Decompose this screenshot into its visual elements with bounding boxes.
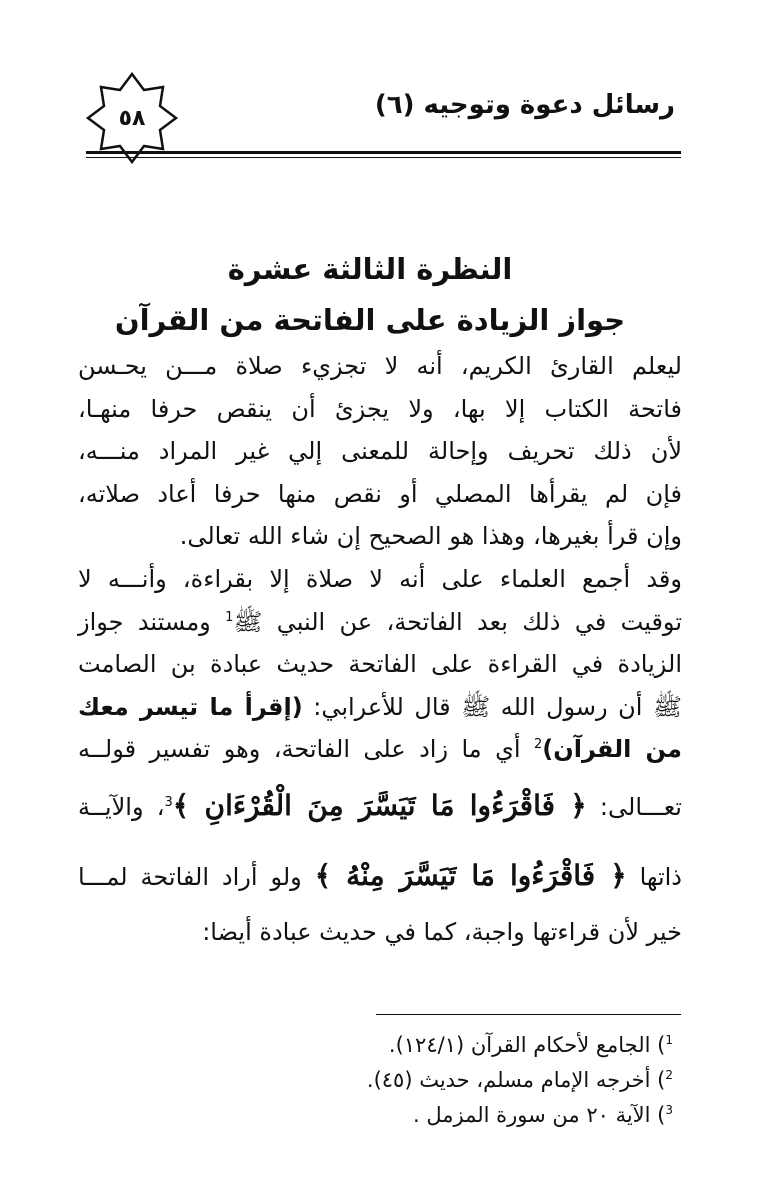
text-span: تعـــالى: (586, 792, 682, 821)
footnote-ref: 3 (164, 794, 173, 810)
section-heading: النظرة الثالثة عشرة (227, 252, 513, 286)
footnote-number: 1 (665, 1033, 673, 1047)
header-rule-thin (86, 157, 681, 158)
text-span: توقيت في ذلك بعد الفاتحة، عن النبي ﷺ (233, 607, 683, 636)
hadith-quote: من القرآن) (542, 735, 683, 764)
text-span: ذاتها (626, 862, 682, 891)
page-number: ٥٨ (118, 105, 146, 131)
footnotes (253, 1028, 673, 1133)
footnote-text: الجامع لأحكام القرآن (١٢٤/١). (388, 1033, 651, 1057)
text-line: الزيادة في القراءة على الفاتحة حديث عبادة بن الصامت (78, 650, 682, 679)
footnote-ref: 2 (533, 737, 543, 753)
header-rule-thick (86, 151, 681, 154)
footnote-separator (376, 1014, 681, 1015)
text-line: فإن لم يقرأها المصلي أو نقص منها حرفا أعاد صلاته، (78, 479, 682, 508)
footnote-text: أخرجه الإمام مسلم، حديث (٤٥). (366, 1068, 651, 1092)
hadith-quote: (إقرأ ما تيسر معك (78, 692, 303, 721)
footnote-text: الآية ٢٠ من سورة المزمل . (413, 1103, 651, 1127)
footnote-ref: 1 (225, 609, 234, 625)
quran-verse: ﴿ فَاقْرَءُوا مَا تَيَسَّرَ مِنَ الْقُرْءَانِ ﴾ (172, 788, 587, 822)
text-span: أي ما زاد على الفاتحة، وهو تفسير قولــه (78, 735, 534, 764)
body-text (78, 345, 682, 954)
footnote: $^2$) أخرجه الإمام مسلم، حديث (٤٥). (366, 1068, 673, 1092)
verse-line (78, 841, 682, 911)
text-line (78, 728, 682, 771)
text-span: ومستند جواز (78, 607, 226, 636)
footnote: $^1$) الجامع لأحكام القرآن (١٢٤/١). (388, 1033, 673, 1057)
text-line: خير لأن قراءتها واجبة، كما في حديث عبادة أيضا: (202, 917, 682, 946)
text-line: ليعلم القارئ الكريم، أنه لا تجزيء صلاة مـــن يحـسن (78, 352, 682, 380)
text-line: فاتحة الكتاب إلا بها، ولا يجزئ أن ينقص حرفا منهـا، (78, 394, 682, 423)
section-subheading: جواز الزيادة على الفاتحة من القرآن (114, 303, 626, 337)
text-line: وقد أجمع العلماء على أنه لا صلاة إلا بقراءة، وأنـــه لا (78, 564, 682, 593)
text-line: وإن قرأ بغيرها، وهذا هو الصحيح إن شاء الله تعالى. (179, 522, 682, 551)
text-span: ، والآيــة (78, 792, 165, 821)
running-header-title: رسائل دعوة وتوجيه (٦) (374, 90, 675, 120)
text-line: لأن ذلك تحريف وإحالة للمعنى إلي غير المراد منـــه، (78, 437, 682, 466)
text-span: ولو أراد الفاتحة لمـــا (78, 862, 315, 891)
footnote-number: 3 (665, 1103, 673, 1117)
verse-line (78, 771, 682, 841)
text-span: ﷺ أن رسول الله ﷺ قال للأعرابي: (302, 692, 682, 721)
quran-verse: ﴿ فَاقْرَءُوا مَا تَيَسَّرَ مِنْهُ ﴾ (314, 858, 627, 892)
footnote-number: 2 (665, 1068, 673, 1082)
footnote: $^3$) الآية ٢٠ من سورة المزمل . (413, 1103, 673, 1127)
text-line (78, 601, 682, 644)
text-line (78, 686, 682, 729)
